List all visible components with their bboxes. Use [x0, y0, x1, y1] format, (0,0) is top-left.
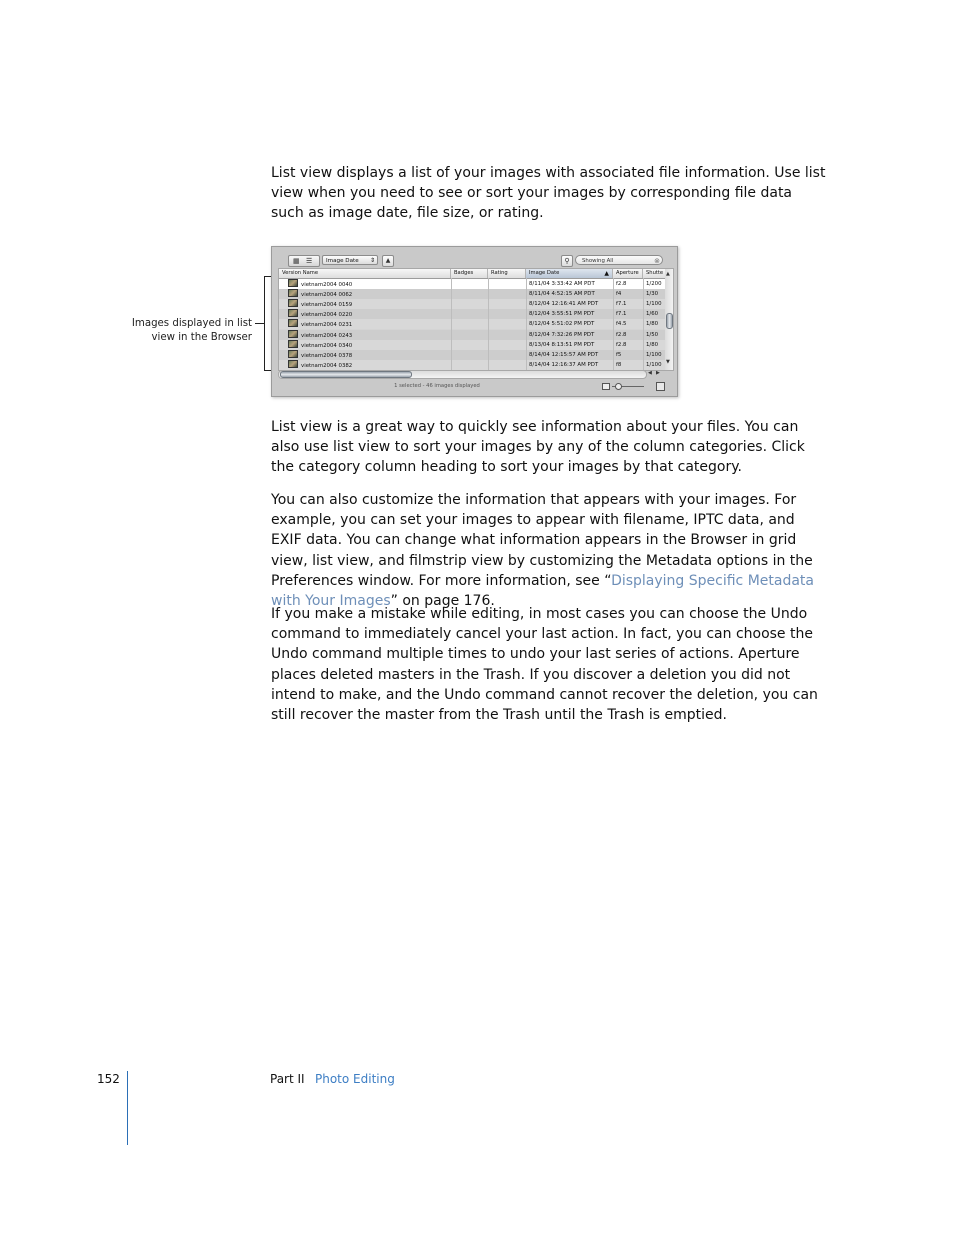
- cell-aperture: [613, 330, 643, 340]
- cell-image-date: [526, 350, 613, 360]
- cell-image-date-text: 8/11/04 4:52:15 AM PDT: [529, 291, 595, 298]
- cell-shutter-text: 1/30: [646, 291, 659, 298]
- cell-aperture-text: f5: [616, 351, 622, 358]
- image-thumbnail[interactable]: [288, 279, 298, 287]
- scroll-up-icon[interactable]: ▲: [666, 271, 670, 277]
- cell-aperture-text: f4.5: [616, 321, 627, 328]
- cell-aperture: [613, 289, 643, 299]
- image-thumbnail[interactable]: [288, 330, 298, 338]
- sort-popup-label: Image Date: [326, 258, 359, 264]
- footer-rule: [127, 1071, 128, 1145]
- thumbnail-size-icon[interactable]: [602, 383, 610, 390]
- table-row[interactable]: [279, 360, 667, 370]
- callout-line-1: Images displayed in list: [131, 318, 252, 329]
- list-table: [278, 268, 667, 371]
- filter-field[interactable]: [575, 255, 663, 265]
- browser-list-view-screenshot: [271, 246, 678, 397]
- cell-version-name-text: vietnam2004 0220: [301, 312, 353, 319]
- cell-aperture: [613, 279, 643, 289]
- column-header-badges[interactable]: Badges: [451, 269, 488, 278]
- cell-shutter: [643, 340, 667, 350]
- horizontal-scrollbar[interactable]: [278, 370, 647, 379]
- cell-shutter-text: 1/60: [646, 311, 659, 318]
- cell-image-date-text: 8/13/04 8:13:51 PM PDT: [529, 341, 595, 348]
- cell-image-date: [526, 299, 613, 309]
- cell-image-date-text: 8/12/04 5:51:02 PM PDT: [529, 321, 595, 328]
- table-row[interactable]: [279, 299, 667, 309]
- cell-aperture: [613, 299, 643, 309]
- callout-line-2: view in the Browser: [151, 332, 252, 343]
- table-row[interactable]: [279, 309, 667, 319]
- cell-image-date: [526, 319, 613, 329]
- cell-version-name: [279, 330, 451, 340]
- cell-version-name-text: vietnam2004 0382: [301, 362, 353, 369]
- cell-shutter: [643, 289, 667, 299]
- scroll-down-icon[interactable]: ▼: [666, 359, 670, 365]
- column-header-shutter[interactable]: Shutte: [643, 269, 667, 278]
- size-slider-knob[interactable]: [615, 383, 622, 390]
- cell-shutter: [643, 309, 667, 319]
- filter-field-value: Showing All: [582, 258, 614, 264]
- cell-version-name: [279, 319, 451, 329]
- sort-order-button[interactable]: ▲: [382, 255, 394, 267]
- cell-image-date: [526, 330, 613, 340]
- cell-aperture: [613, 319, 643, 329]
- cell-shutter-text: 1/80: [646, 321, 659, 328]
- scroll-left-icon[interactable]: ◀: [648, 370, 652, 376]
- info-icon[interactable]: [656, 382, 665, 391]
- footer-part: Part II: [270, 1072, 305, 1086]
- cell-version-name: [279, 309, 451, 319]
- cell-shutter-text: 1/100: [646, 351, 662, 358]
- table-row[interactable]: [279, 319, 667, 329]
- table-row[interactable]: [279, 279, 667, 289]
- image-thumbnail[interactable]: [288, 340, 298, 348]
- callout-leader-line: [255, 323, 264, 324]
- cell-image-date-text: 8/12/04 12:16:41 AM PDT: [529, 301, 599, 308]
- column-header-image-date-label: Image Date: [529, 270, 560, 276]
- cell-aperture-text: f7.1: [616, 311, 627, 318]
- cell-version-name: [279, 360, 451, 370]
- cell-image-date-text: 8/11/04 3:33:42 AM PDT: [529, 281, 595, 287]
- cell-shutter: [643, 360, 667, 370]
- table-row[interactable]: [279, 330, 667, 340]
- cell-aperture: [613, 360, 643, 370]
- cell-version-name-text: vietnam2004 0062: [301, 292, 353, 299]
- status-bar: [272, 380, 677, 392]
- footer-chapter-link[interactable]: Photo Editing: [315, 1072, 395, 1086]
- paragraph-text: ” on page 176.: [390, 593, 495, 610]
- cell-shutter-text: 1/200: [646, 281, 662, 287]
- cell-version-name-text: vietnam2004 0159: [301, 302, 353, 309]
- cell-shutter: [643, 299, 667, 309]
- cell-aperture-text: f2.8: [616, 341, 627, 348]
- table-header: [279, 269, 667, 279]
- sort-ascending-icon: ▲: [604, 270, 609, 277]
- paragraph-list-view-intro: List view displays a list of your images with associated file information. Use list view when you need to see or sort your images by corresponding file data such as image date, file size, or rating.: [271, 165, 826, 222]
- cell-version-name-text: vietnam2004 0040: [301, 282, 353, 288]
- cell-version-name: [279, 340, 451, 350]
- cell-aperture-text: f7.1: [616, 301, 627, 308]
- cell-aperture-text: f2.8: [616, 281, 627, 287]
- cell-aperture-text: f4: [616, 291, 622, 298]
- status-text: 1 selected - 46 images displayed: [394, 383, 480, 389]
- paragraph-customize-metadata: [271, 490, 827, 611]
- cell-shutter-text: 1/100: [646, 361, 662, 368]
- cell-aperture-text: f8: [616, 361, 622, 368]
- list-view-icon[interactable]: ☰: [306, 257, 313, 265]
- cell-shutter-text: 1/80: [646, 341, 659, 348]
- cell-shutter: [643, 330, 667, 340]
- cell-image-date: [526, 289, 613, 299]
- table-row[interactable]: [279, 340, 667, 350]
- cell-aperture: [613, 309, 643, 319]
- vertical-scroll-thumb[interactable]: [666, 313, 673, 329]
- cell-shutter: [643, 319, 667, 329]
- popup-arrows-icon: ⇕: [369, 257, 375, 264]
- scroll-right-icon[interactable]: ▶: [656, 370, 660, 376]
- image-thumbnail[interactable]: [288, 319, 298, 327]
- cell-version-name: [279, 279, 451, 289]
- view-toggle[interactable]: [288, 255, 320, 267]
- grid-view-icon[interactable]: ▦: [293, 257, 300, 265]
- cell-version-name: [279, 289, 451, 299]
- image-thumbnail[interactable]: [288, 360, 298, 368]
- cell-version-name-text: vietnam2004 0340: [301, 342, 353, 349]
- table-row[interactable]: [279, 289, 667, 299]
- search-icon[interactable]: ⚲: [561, 255, 573, 267]
- paragraph-undo: If you make a mistake while editing, in most cases you can choose the Undo command to immediately cancel your last action. In fact, you can choose the Undo command multiple times to undo your last series of actions. Aperture places deleted masters in the Trash. If you discover a deletion you did not intend to make, and the Undo command cannot recover the deletion, you can still recover the master from the Trash until the Trash is emptied.: [271, 606, 818, 724]
- paragraph-text: You can also customize the information that appears with your images. For example, you can set your images to appear with filename, IPTC data, and EXIF data. You can change what information appears in the Browser in grid view, list view, and filmstrip view by customizing the Metadata options in the Preferences window. For more information, see “: [271, 492, 813, 589]
- column-header-rating[interactable]: Rating: [488, 269, 526, 278]
- cell-image-date-text: 8/14/04 12:16:37 AM PDT: [529, 361, 599, 368]
- cell-shutter: [643, 350, 667, 360]
- cell-version-name: [279, 350, 451, 360]
- cross-reference-link[interactable]: Displaying Specific Metadata with Your Images: [271, 572, 815, 610]
- cell-aperture: [613, 350, 643, 360]
- cell-shutter: [643, 279, 667, 289]
- cell-image-date: [526, 309, 613, 319]
- cell-version-name: [279, 299, 451, 309]
- column-header-version-name[interactable]: Version Name: [279, 269, 451, 278]
- cell-image-date: [526, 279, 613, 289]
- vertical-scrollbar[interactable]: [665, 268, 674, 371]
- cell-image-date: [526, 360, 613, 370]
- paragraph-list-view-sorting: List view is a great way to quickly see information about your files. You can also use list view to sort your images by any of the column categories. Click the category column heading to sort your images by that category.: [271, 419, 805, 476]
- horizontal-scroll-thumb[interactable]: [280, 371, 412, 378]
- browser-toolbar: [278, 254, 671, 267]
- cell-version-name-text: vietnam2004 0231: [301, 322, 353, 329]
- table-row[interactable]: [279, 350, 667, 360]
- clear-icon[interactable]: ⊗: [654, 257, 660, 265]
- image-thumbnail[interactable]: [288, 309, 298, 317]
- page-number: 152: [97, 1072, 120, 1086]
- cell-image-date: [526, 340, 613, 350]
- cell-image-date-text: 8/12/04 3:55:51 PM PDT: [529, 311, 595, 318]
- cell-aperture-text: f2.8: [616, 331, 627, 338]
- cell-shutter-text: 1/100: [646, 301, 662, 308]
- cell-version-name-text: vietnam2004 0378: [301, 352, 353, 359]
- column-header-image-date[interactable]: [526, 269, 613, 278]
- cell-shutter-text: 1/50: [646, 331, 659, 338]
- cell-image-date-text: 8/14/04 12:15:57 AM PDT: [529, 351, 599, 358]
- image-thumbnail[interactable]: [288, 299, 298, 307]
- image-thumbnail[interactable]: [288, 350, 298, 358]
- column-header-aperture[interactable]: Aperture: [613, 269, 643, 278]
- image-thumbnail[interactable]: [288, 289, 298, 297]
- cell-image-date-text: 8/12/04 7:32:26 PM PDT: [529, 331, 595, 338]
- sort-popup[interactable]: [322, 255, 378, 265]
- cell-aperture: [613, 340, 643, 350]
- cell-version-name-text: vietnam2004 0243: [301, 332, 353, 339]
- figure-callout: [120, 317, 252, 345]
